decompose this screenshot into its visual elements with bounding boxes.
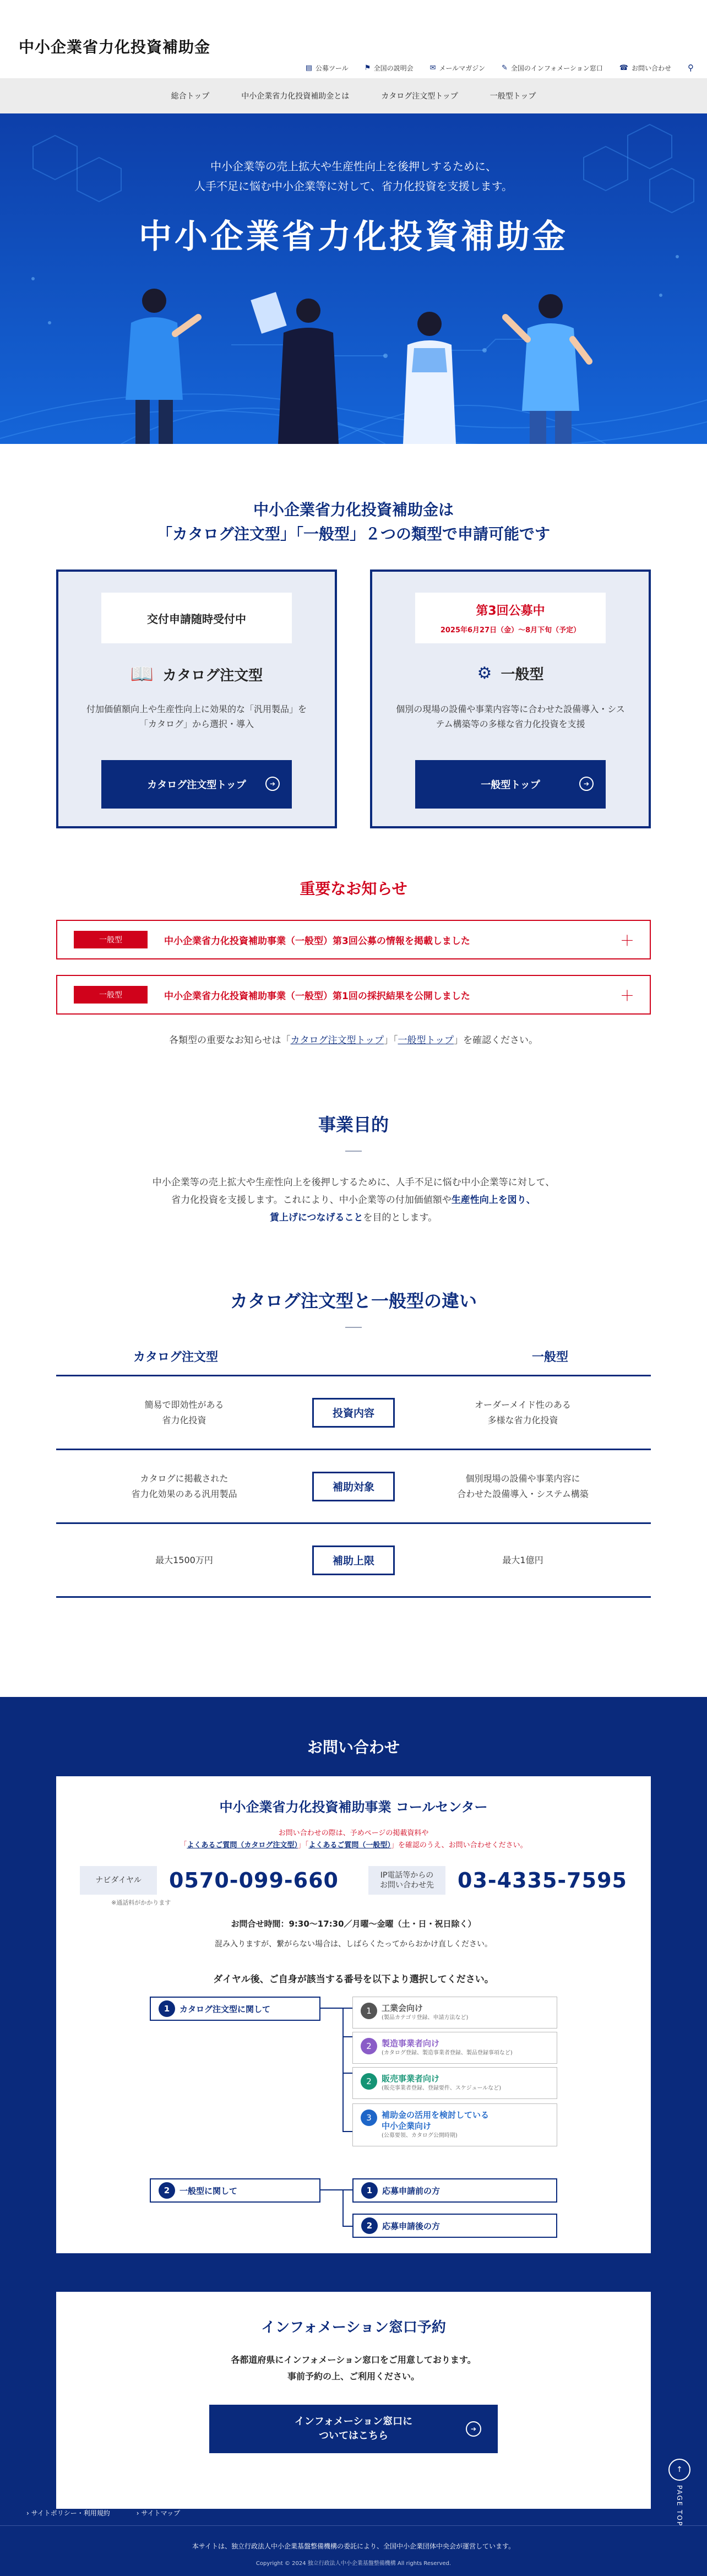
general-status-period: 2025年6月27日（金）〜8月下旬（予定） bbox=[440, 626, 581, 634]
intro-heading bbox=[0, 444, 707, 546]
page-top-button[interactable] bbox=[668, 2459, 690, 2526]
intro-line1: 中小企業省力化投資補助金は bbox=[253, 501, 454, 519]
dial-number: 1 bbox=[361, 2003, 377, 2019]
util-contact-link[interactable]: ☎ お問い合わせ bbox=[619, 63, 671, 72]
site-footer bbox=[0, 2525, 707, 2576]
compare-left-head: カタログ注文型 bbox=[133, 1351, 219, 1364]
notice-note-post: 」を確認ください。 bbox=[454, 1035, 538, 1046]
dial-number: 2 bbox=[361, 2038, 377, 2054]
call-center-note-line2: を確認のうえ、お問い合わせください。 bbox=[398, 1841, 527, 1850]
compare-row bbox=[56, 1376, 651, 1450]
plus-icon[interactable]: ＋ bbox=[619, 932, 634, 950]
phone-icon: ☎ bbox=[619, 63, 628, 72]
call-center-note-line1: お問い合わせの際は、予めページの掲載資料や bbox=[278, 1829, 429, 1837]
mail-icon: ✉ bbox=[429, 63, 436, 72]
notice-section bbox=[0, 877, 707, 1046]
dial-option bbox=[352, 2103, 557, 2146]
dial-branch-catalog-label: カタログ注文型に関して bbox=[180, 2004, 271, 2014]
call-center-title: 中小企業省力化投資補助事業 コールセンター bbox=[219, 1799, 488, 1815]
catalog-card-desc: 付加価値額向上や生産性向上に効果的な「汎用製品」を「カタログ」から選択・導入 bbox=[86, 704, 307, 729]
site-header bbox=[0, 0, 707, 78]
general-card-desc: 個別の現場の設備や事業内容等に合わせた設備導入・システム構築等の多様な省力化投資を支援 bbox=[396, 704, 625, 729]
gnav-top[interactable]: 総合トップ bbox=[171, 92, 210, 101]
dial-option bbox=[352, 2032, 557, 2064]
gnav-general[interactable]: 一般型トップ bbox=[490, 92, 536, 101]
general-top-link[interactable]: 一般型トップ bbox=[398, 1035, 454, 1046]
notice-note bbox=[0, 1032, 707, 1046]
info-desk-button-label: インフォメーション窓口に ついてはこちら bbox=[294, 2416, 413, 2442]
info-desk-text1: 各都道府県にインフォメーション窓口をご用意しております。 bbox=[231, 2355, 476, 2365]
dial-option-sub: (販売事業者登録、登録要件、スケジュールなど) bbox=[382, 2085, 502, 2091]
ip-phone bbox=[368, 1866, 627, 1895]
contact-title: お問い合わせ bbox=[307, 1738, 400, 1756]
dial-option-after bbox=[352, 2214, 557, 2238]
dial-tree bbox=[150, 1991, 557, 2239]
dial-option bbox=[352, 1997, 557, 2029]
fee-note: ※通話料がかかります bbox=[111, 1899, 171, 1906]
catalog-status-text: 交付申請随時受付中 bbox=[147, 612, 246, 626]
dial-number: 3 bbox=[361, 2109, 377, 2126]
faq-catalog-link[interactable]: よくあるご質問（カタログ注文型） bbox=[187, 1841, 298, 1850]
purpose-section bbox=[0, 1111, 707, 1227]
book-icon: ▤ bbox=[305, 63, 313, 72]
compare-left-cell: 最大1500万円 bbox=[155, 1554, 213, 1565]
notice-text: 中小企業省力化投資補助事業（一般型）第3回公募の情報を掲載しました bbox=[164, 935, 470, 947]
compare-title: カタログ注文型と一般型の違い bbox=[230, 1290, 477, 1311]
gnav-about[interactable]: 中小企業省力化投資補助金とは bbox=[241, 92, 350, 101]
notice-note-pre: 各類型の重要なお知らせは「 bbox=[169, 1035, 291, 1046]
dial-number: 2 bbox=[159, 2182, 175, 2199]
util-tools-link[interactable]: ▤ 公募ツール bbox=[305, 63, 349, 72]
global-nav bbox=[0, 78, 707, 113]
title-divider bbox=[345, 1327, 362, 1328]
call-center-note: お問い合わせの際は、予めページの掲載資料や 「よくあるご質問（カタログ注文型）」「よくあるご質問（一般型）」を確認のうえ、お問い合わせください。 bbox=[56, 1827, 651, 1852]
sitemap-link[interactable]: › サイトマップ bbox=[136, 2509, 181, 2517]
arrow-up-icon: ↑ bbox=[668, 2459, 690, 2481]
sitemap-label: サイトマップ bbox=[141, 2509, 181, 2517]
dial-option-title: 応募申請前の方 bbox=[382, 2185, 440, 2196]
intro-section bbox=[0, 444, 707, 828]
notice-text: 中小企業省力化投資補助事業（一般型）第1回の採択結果を公開しました bbox=[164, 990, 470, 1002]
catalog-card bbox=[56, 570, 337, 828]
hero-lead bbox=[0, 156, 707, 196]
dial-option-title: 工業会向け bbox=[382, 2003, 423, 2013]
info-desk-title: インフォメーション窓口予約 bbox=[261, 2319, 446, 2336]
people-gear-icon: ⚙ bbox=[477, 664, 492, 683]
arrow-right-icon: ➔ bbox=[579, 777, 594, 791]
dial-option-sub: (公募要領、カタログ公開時期) bbox=[382, 2133, 458, 2139]
navi-dial bbox=[80, 1866, 339, 1895]
tree-connector bbox=[320, 2189, 352, 2190]
notice-item[interactable] bbox=[56, 975, 651, 1015]
plus-icon[interactable]: ＋ bbox=[619, 988, 634, 1005]
footer-links bbox=[26, 2508, 180, 2518]
faq-general-link[interactable]: よくあるご質問（一般型） bbox=[308, 1841, 391, 1850]
navi-dial-number[interactable]: 0570-099-660 bbox=[169, 1868, 339, 1892]
info-desk-box bbox=[56, 2292, 651, 2509]
dial-number: 1 bbox=[361, 2182, 378, 2199]
info-desk-text bbox=[56, 2352, 651, 2385]
dial-instruction: ダイヤル後、ご自身が該当する番号を以下より選択してください。 bbox=[213, 1974, 494, 1985]
busy-note: 混み入りますが、繋がらない場合は、しばらくたってからおかけ直しください。 bbox=[215, 1940, 492, 1949]
flag-icon: ⚑ bbox=[365, 63, 371, 72]
compare-label: 補助対象 bbox=[312, 1472, 395, 1501]
tree-connector bbox=[342, 2073, 352, 2074]
navi-dial-label: ナビダイヤル bbox=[80, 1866, 157, 1895]
info-desk-text2: 事前予約の上、ご利用ください。 bbox=[287, 2371, 420, 2382]
purpose-line2a: 省力化投資を支援します。これにより、中小企業等の付加価値額や bbox=[171, 1195, 452, 1206]
ip-phone-label: IP電話等からの お問い合わせ先 bbox=[368, 1866, 445, 1895]
purpose-line3a: 賃上げにつなげること bbox=[269, 1212, 363, 1223]
hero bbox=[0, 113, 707, 444]
compare-right-head: 一般型 bbox=[531, 1351, 568, 1364]
dial-option-title: 補助金の活用を検討している 中小企業向け bbox=[382, 2110, 490, 2131]
compare-right-cell: 個別現場の設備や事業内容に 合わせた設備導入・システム構築 bbox=[457, 1473, 589, 1499]
compare-right-cell: 最大1億円 bbox=[502, 1554, 543, 1565]
hero-lead-line2: 人手不足に悩む中小企業等に対して、省力化投資を支援します。 bbox=[194, 180, 513, 193]
dial-branch-general bbox=[150, 2178, 320, 2203]
general-status-text: 第3回公募中 bbox=[476, 604, 545, 618]
compare-label: 投資内容 bbox=[312, 1398, 395, 1428]
search-icon[interactable]: ⚲ bbox=[688, 63, 694, 73]
compare-table bbox=[56, 1348, 651, 1598]
catalog-book-icon: 📖 bbox=[130, 663, 154, 685]
notice-tag: 一般型 bbox=[74, 931, 148, 948]
purpose-line1: 中小企業等の売上拡大や生産性向上を後押しするために、人手不足に悩む中小企業等に対して、 bbox=[152, 1177, 555, 1188]
site-policy-link[interactable]: › サイトポリシー・利用規約 bbox=[26, 2509, 110, 2517]
util-info-link[interactable]: ✎ 全国のインフォメーション窓口 bbox=[501, 63, 603, 72]
footer-copyright: Copyright © 2024 独立行政法人中小企業基盤整備機構 All rights Reserved. bbox=[255, 2561, 452, 2567]
compare-row bbox=[56, 1524, 651, 1598]
notice-tag: 一般型 bbox=[74, 986, 148, 1004]
tree-connector bbox=[342, 2008, 344, 2131]
catalog-card-name: カタログ注文型 bbox=[162, 667, 263, 684]
tree-connector bbox=[342, 2226, 352, 2227]
utility-nav bbox=[306, 63, 694, 73]
arrow-right-icon: ➔ bbox=[265, 777, 280, 791]
catalog-top-button[interactable] bbox=[101, 760, 292, 809]
tree-connector bbox=[342, 2036, 352, 2037]
general-card bbox=[370, 570, 651, 828]
purpose-text bbox=[0, 1174, 707, 1227]
notice-item[interactable] bbox=[56, 920, 651, 959]
dial-option bbox=[352, 2067, 557, 2099]
general-top-button-label: 一般型トップ bbox=[481, 779, 540, 791]
call-center-box bbox=[56, 1776, 651, 2253]
intro-line2: 「カタログ注文型」「一般型」２つの類型で申請可能です bbox=[156, 525, 550, 543]
title-divider bbox=[345, 1151, 362, 1152]
compare-left-cell: カタログに掲載された 省力化効果のある汎用製品 bbox=[131, 1473, 237, 1499]
util-mail-link[interactable]: ✉ メールマガジン bbox=[429, 63, 485, 72]
compare-left-cell: 簡易で即効性がある 省力化投資 bbox=[144, 1399, 224, 1425]
catalog-top-button-label: カタログ注文型トップ bbox=[147, 779, 246, 791]
compare-section bbox=[0, 1287, 707, 1598]
arrow-right-icon: ➔ bbox=[466, 2421, 481, 2437]
purpose-title: 事業目的 bbox=[318, 1114, 389, 1135]
dial-number: 1 bbox=[159, 2000, 175, 2017]
catalog-status bbox=[101, 593, 292, 643]
compare-label: 補助上限 bbox=[312, 1545, 395, 1575]
dial-option-before bbox=[352, 2178, 557, 2203]
type-cards bbox=[0, 570, 707, 828]
tree-connector bbox=[342, 2189, 344, 2226]
dial-option-title: 製造事業者向け bbox=[382, 2038, 440, 2048]
general-card-title bbox=[372, 663, 649, 684]
phone-numbers bbox=[56, 1866, 651, 1895]
dial-branch-catalog bbox=[150, 1997, 320, 2021]
tree-connector bbox=[320, 2008, 352, 2009]
site-logo[interactable]: 中小企業省力化投資補助金 bbox=[19, 38, 211, 56]
dial-option-sub: (カタログ登録、製造事業者登録、製品登録事項など) bbox=[382, 2050, 513, 2056]
contact-hours: お問合せ時間：9:30〜17:30／月曜〜金曜（土・日・祝日除く） bbox=[231, 1919, 476, 1929]
notice-note-mid: 」「 bbox=[384, 1035, 398, 1046]
gnav-catalog[interactable]: カタログ注文型トップ bbox=[381, 92, 458, 101]
general-top-button[interactable] bbox=[415, 760, 606, 809]
util-seminar-link[interactable]: ⚑ 全国の説明会 bbox=[365, 63, 414, 72]
tree-connector bbox=[342, 2131, 352, 2132]
dial-option-title: 販売事業者向け bbox=[382, 2074, 440, 2084]
compare-row bbox=[56, 1450, 651, 1524]
general-card-name: 一般型 bbox=[501, 666, 544, 683]
general-status bbox=[415, 593, 606, 643]
compare-right-cell: オーダーメイド性のある 多様な省力化投資 bbox=[475, 1399, 571, 1425]
dial-branch-general-label: 一般型に関して bbox=[180, 2185, 238, 2196]
dial-number: 2 bbox=[361, 2073, 377, 2090]
pen-icon: ✎ bbox=[501, 63, 508, 72]
page-top-label: PAGE TOP bbox=[676, 2485, 683, 2526]
compare-head bbox=[56, 1348, 651, 1376]
contact-section bbox=[0, 1697, 707, 2576]
notice-title: 重要なお知らせ bbox=[300, 880, 407, 898]
info-desk-button[interactable] bbox=[209, 2405, 498, 2453]
dial-option-sub: (製品カテゴリ登録、申請方法など) bbox=[382, 2015, 469, 2021]
purpose-line3b: を目的とします。 bbox=[363, 1212, 438, 1223]
hero-title: 中小企業省力化投資補助金 bbox=[139, 218, 568, 256]
site-policy-label: サイトポリシー・利用規約 bbox=[31, 2509, 110, 2517]
hero-lead-line1: 中小企業等の売上拡大や生産性向上を後押しするために、 bbox=[210, 160, 497, 173]
catalog-card-title bbox=[58, 663, 335, 685]
catalog-top-link[interactable]: カタログ注文型トップ bbox=[290, 1035, 384, 1046]
purpose-line2b: 生産性向上を図り、 bbox=[451, 1195, 536, 1206]
dial-number: 2 bbox=[361, 2217, 378, 2234]
dial-option-title: 応募申請後の方 bbox=[382, 2221, 440, 2231]
ip-phone-number[interactable]: 03-4335-7595 bbox=[458, 1868, 627, 1892]
footer-operator: 本サイトは、独立行政法人中小企業基盤整備機構の委託により、全国中小企業団体中央会が運営しています。 bbox=[192, 2542, 515, 2550]
